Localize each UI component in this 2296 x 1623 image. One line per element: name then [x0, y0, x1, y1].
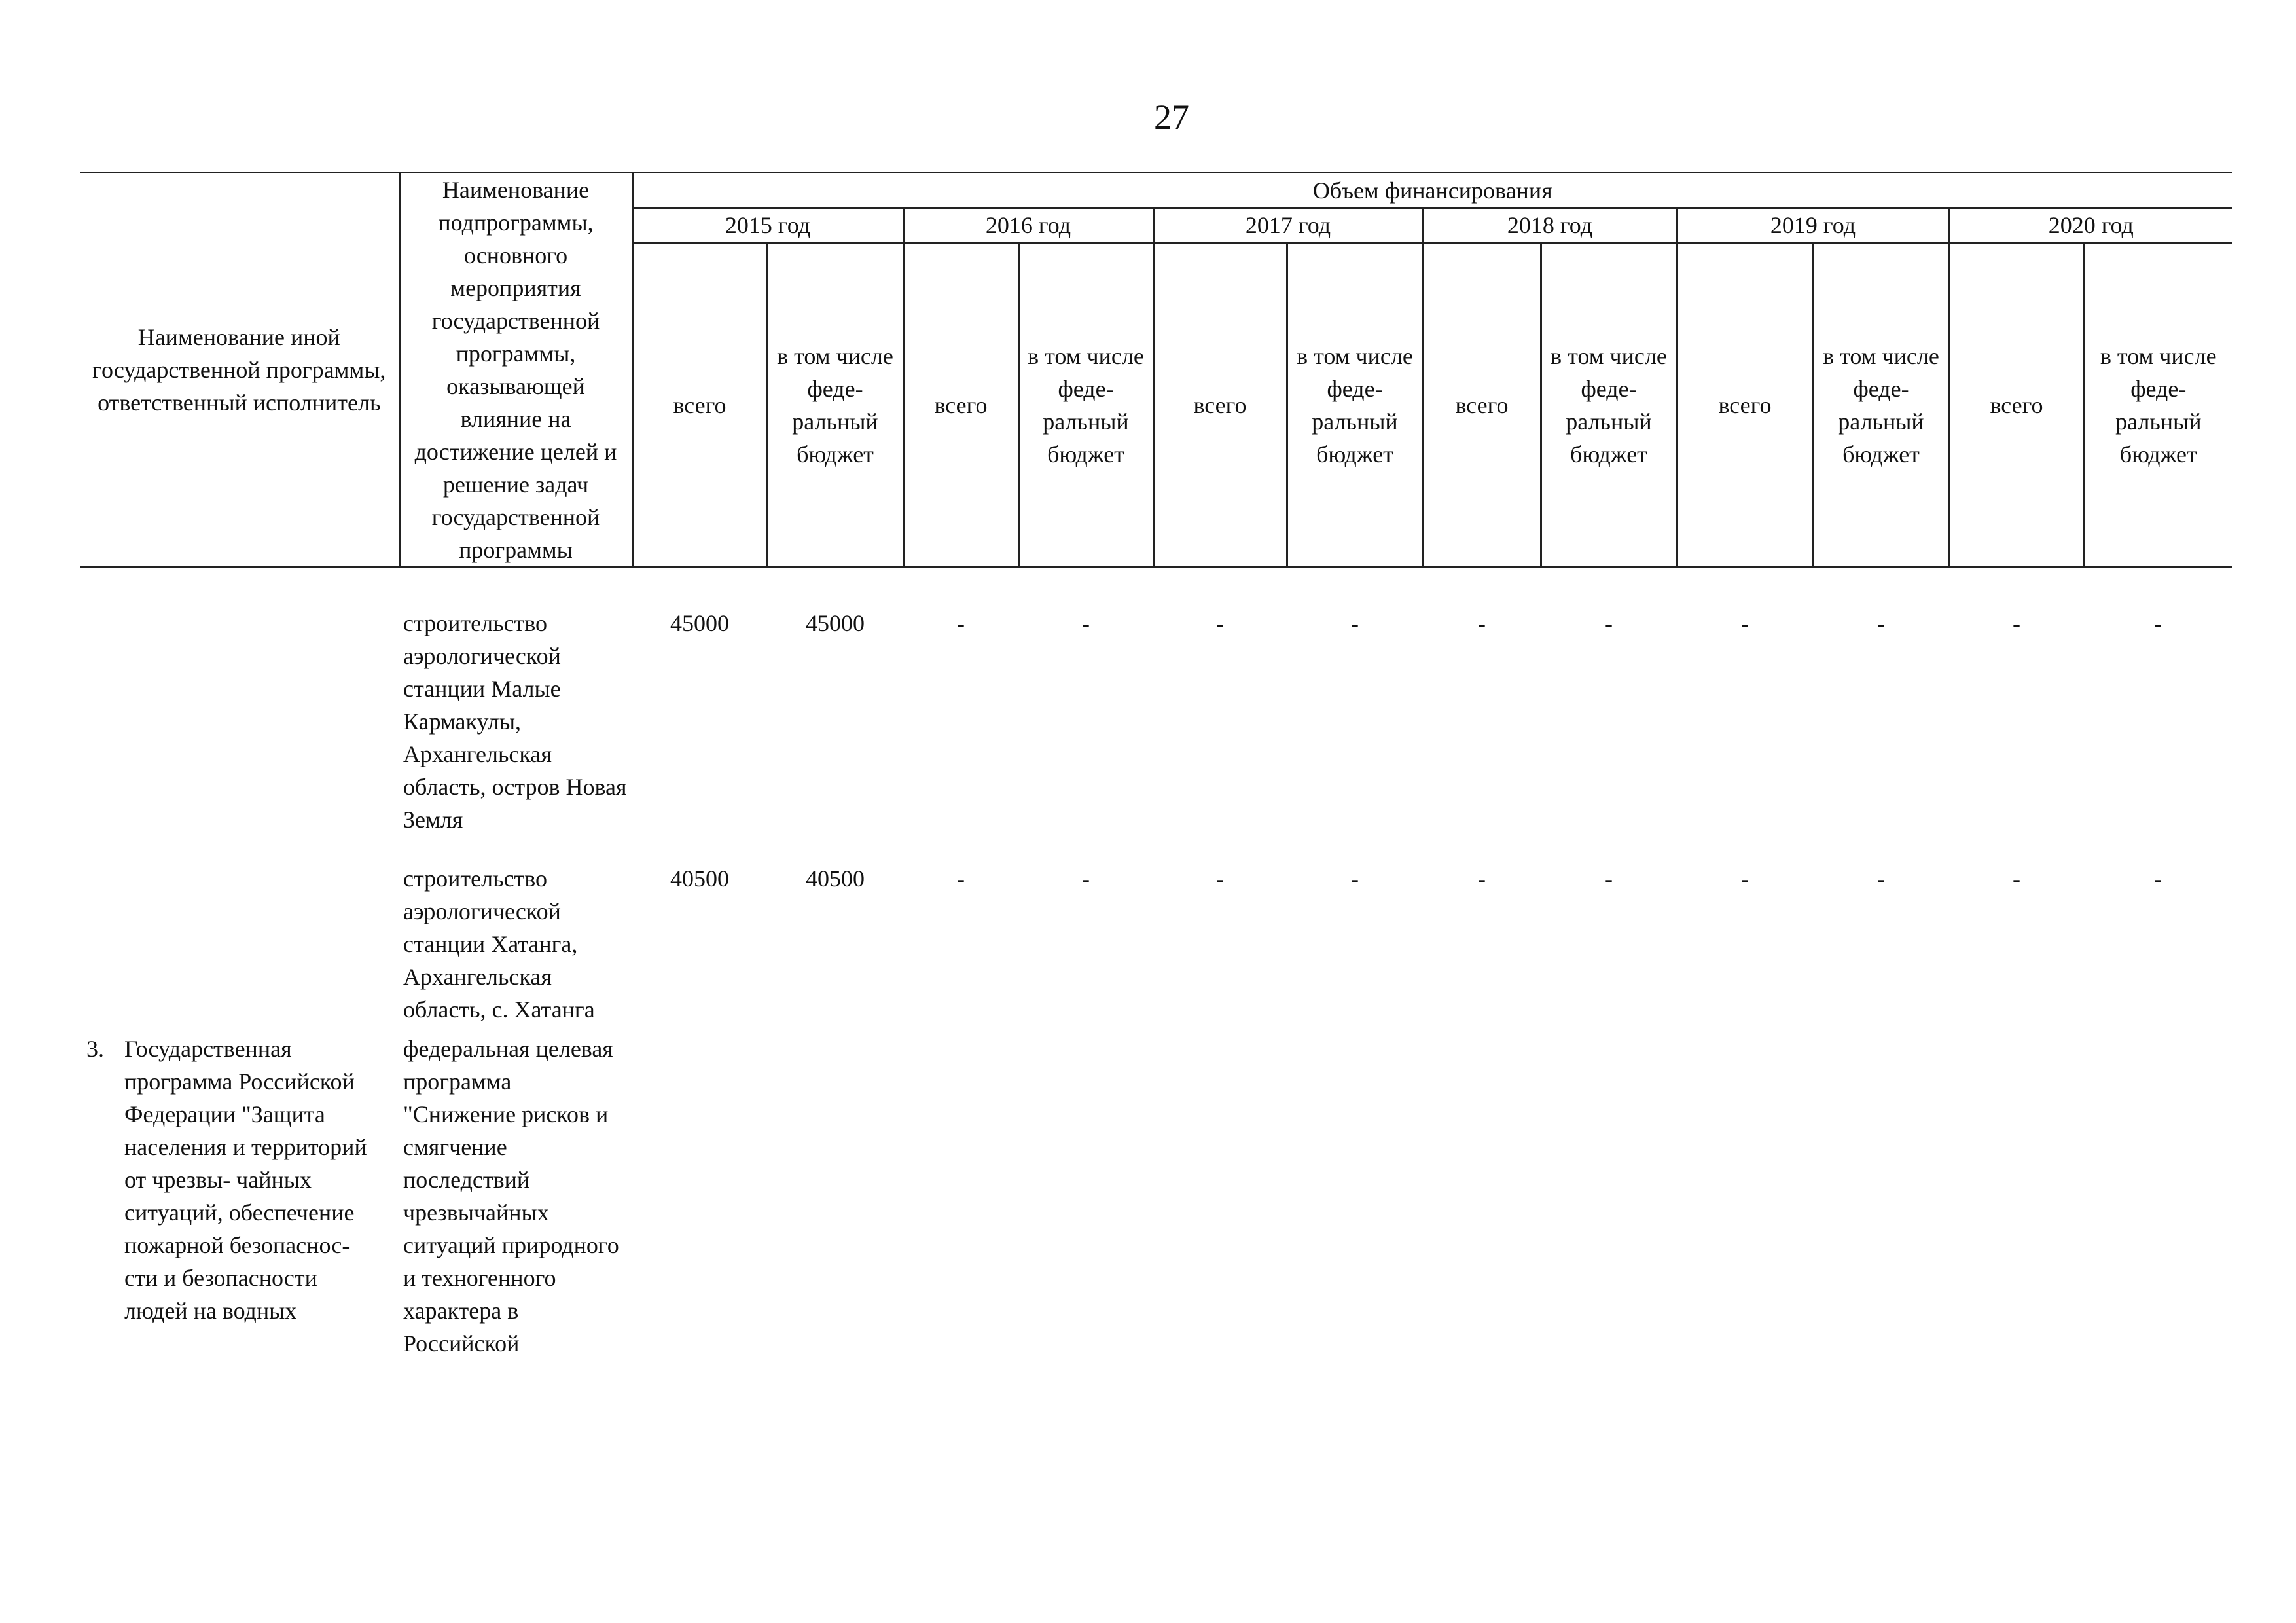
value-cell: -	[1216, 610, 1224, 636]
value-cell: 40500	[806, 865, 865, 892]
value-cell: -	[2154, 610, 2162, 636]
header-federal-2018: в том числе феде- ральный бюджет	[1541, 243, 1677, 568]
table-row	[80, 862, 2232, 1032]
value-cell: -	[1351, 610, 1359, 636]
header-total-2018: всего	[1423, 243, 1541, 568]
value-cell: -	[1741, 865, 1749, 892]
header-year-2019: 2019 год	[1677, 208, 1949, 243]
value-cell: -	[1351, 865, 1359, 892]
page-number: 27	[1154, 98, 1189, 137]
value-cell: -	[1605, 865, 1613, 892]
value-cell: 45000	[670, 610, 729, 636]
header-federal-2016: в том числе феде- ральный бюджет	[1018, 243, 1153, 568]
header-year-2015: 2015 год	[632, 208, 903, 243]
header-federal-2020: в том числе феде- ральный бюджет	[2084, 243, 2232, 568]
header-year-2017: 2017 год	[1153, 208, 1423, 243]
header-funding-volume: Объем финансирования	[632, 173, 2232, 208]
subprogram-text: строительство аэрологической станции Малые Кармакулы, Архангельская область, остров Новая Земля	[403, 610, 627, 833]
value-cell: -	[1082, 865, 1090, 892]
header-total-2016: всего	[903, 243, 1018, 568]
value-cell: -	[957, 865, 965, 892]
program-text: Государственная программа Российской Федерации "Защита населения и территорий от чрезвы- чайных ситуаций, обеспечение пожарной безопаснос- сти и безопасности людей на водных	[124, 1035, 367, 1324]
header-year-2020: 2020 год	[1949, 208, 2232, 243]
table-row	[80, 1032, 2232, 1360]
subprogram-cell	[399, 862, 632, 1032]
value-cell: 40500	[670, 865, 729, 892]
subprogram-text: федеральная целевая программа "Снижение рисков и смягчение последствий чрезвычайных ситуаций природного и техногенного характера в Российской	[403, 1035, 619, 1357]
program-cell	[80, 607, 399, 862]
subprogram-cell	[399, 607, 632, 862]
value-cell: -	[2013, 610, 2020, 636]
header-federal-2015: в том числе феде- ральный бюджет	[767, 243, 903, 568]
header-federal-2017: в том числе феде- ральный бюджет	[1287, 243, 1423, 568]
header-federal-2019: в том числе феде- ральный бюджет	[1813, 243, 1949, 568]
value-cell: -	[1877, 865, 1885, 892]
value-cell: -	[1877, 610, 1885, 636]
subprogram-text: строительство аэрологической станции Хатанга, Архангельская область, с. Хатанга	[403, 865, 595, 1023]
header-year-2018: 2018 год	[1423, 208, 1677, 243]
header-total-2020: всего	[1949, 243, 2084, 568]
value-cell: -	[1478, 865, 1486, 892]
header-total-2015: всего	[632, 243, 767, 568]
program-cell	[80, 1032, 399, 1360]
value-cell: -	[2154, 865, 2162, 892]
header-subprogram-name: Наименование подпрограммы, основного мероприятия государственной программы, оказывающей влияние на достижение целей и решение задач государственной программы	[399, 173, 632, 568]
value-cell: -	[1082, 610, 1090, 636]
value-cell: -	[1216, 865, 1224, 892]
value-cell: -	[1478, 610, 1486, 636]
header-program-name: Наименование иной государственной программы, ответственный исполнитель	[80, 173, 399, 568]
table-row	[80, 607, 2232, 862]
value-cell: 45000	[806, 610, 865, 636]
subprogram-cell	[399, 1032, 632, 1360]
header-total-2017: всего	[1153, 243, 1287, 568]
header-year-2016: 2016 год	[903, 208, 1153, 243]
funding-table	[80, 172, 2232, 1360]
value-cell: -	[1741, 610, 1749, 636]
program-index: 3.	[86, 1035, 104, 1062]
value-cell: -	[957, 610, 965, 636]
value-cell: -	[1605, 610, 1613, 636]
value-cell: -	[2013, 865, 2020, 892]
header-total-2019: всего	[1677, 243, 1813, 568]
program-cell	[80, 862, 399, 1032]
